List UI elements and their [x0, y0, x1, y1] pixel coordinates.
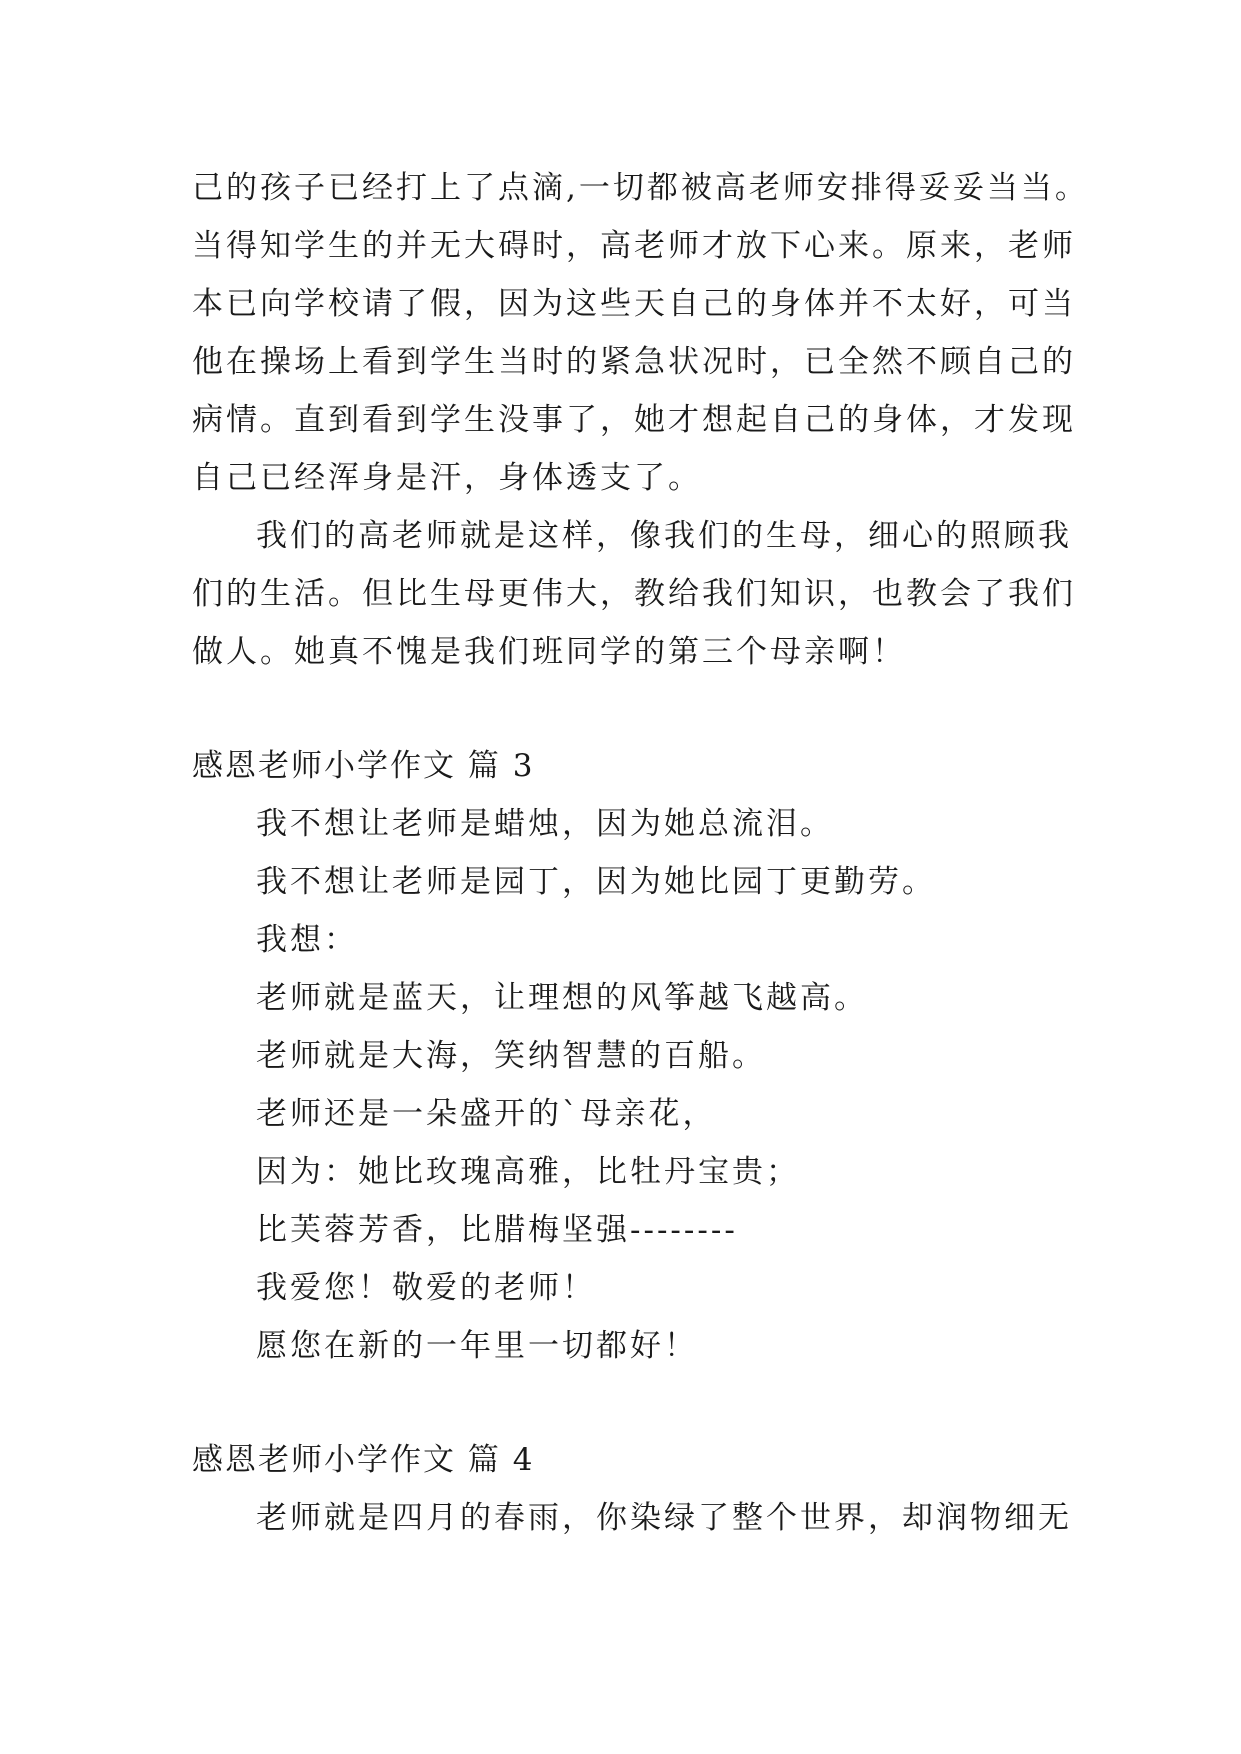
text-line: 他在操场上看到学生当时的紧急状况时，已全然不顾自己的	[192, 344, 1076, 380]
text-line: 比芙蓉芳香，比腊梅坚强--------	[256, 1212, 738, 1248]
text-line: 老师就是大海，笑纳智慧的百船。	[256, 1038, 766, 1074]
text-line: 老师就是蓝天，让理想的风筝越飞越高。	[256, 980, 868, 1016]
text-line: 们的生活。但比生母更伟大，教给我们知识，也教会了我们	[192, 576, 1076, 612]
text-line: 我爱您！敬爱的老师！	[256, 1270, 596, 1306]
text-line: 病情。直到看到学生没事了，她才想起自己的身体，才发现	[192, 402, 1076, 438]
text-line: 本已向学校请了假，因为这些天自己的身体并不太好，可当	[192, 286, 1076, 322]
text-line: 愿您在新的一年里一切都好！	[256, 1328, 698, 1364]
text-line: 我们的高老师就是这样，像我们的生母，细心的照顾我	[256, 518, 1072, 554]
text-line: 我不想让老师是蜡烛，因为她总流泪。	[256, 806, 834, 842]
section-heading: 感恩老师小学作文 篇 3	[192, 748, 535, 784]
text-line: 当得知学生的并无大碍时，高老师才放下心来。原来，老师	[192, 228, 1076, 264]
text-line: 老师就是四月的春雨，你染绿了整个世界，却润物细无	[256, 1500, 1072, 1536]
text-line: 我想：	[256, 922, 358, 958]
text-line: 自己已经浑身是汗，身体透支了。	[192, 460, 702, 496]
text-line: 因为：她比玫瑰高雅，比牡丹宝贵；	[256, 1154, 800, 1190]
text-line: 我不想让老师是园丁，因为她比园丁更勤劳。	[256, 864, 936, 900]
text-line: 己的孩子已经打上了点滴,一切都被高老师安排得妥妥当当。	[192, 170, 1089, 206]
section-heading: 感恩老师小学作文 篇 4	[192, 1442, 535, 1478]
text-line: 老师还是一朵盛开的`母亲花，	[256, 1096, 717, 1132]
text-line: 做人。她真不愧是我们班同学的第三个母亲啊！	[192, 634, 906, 670]
